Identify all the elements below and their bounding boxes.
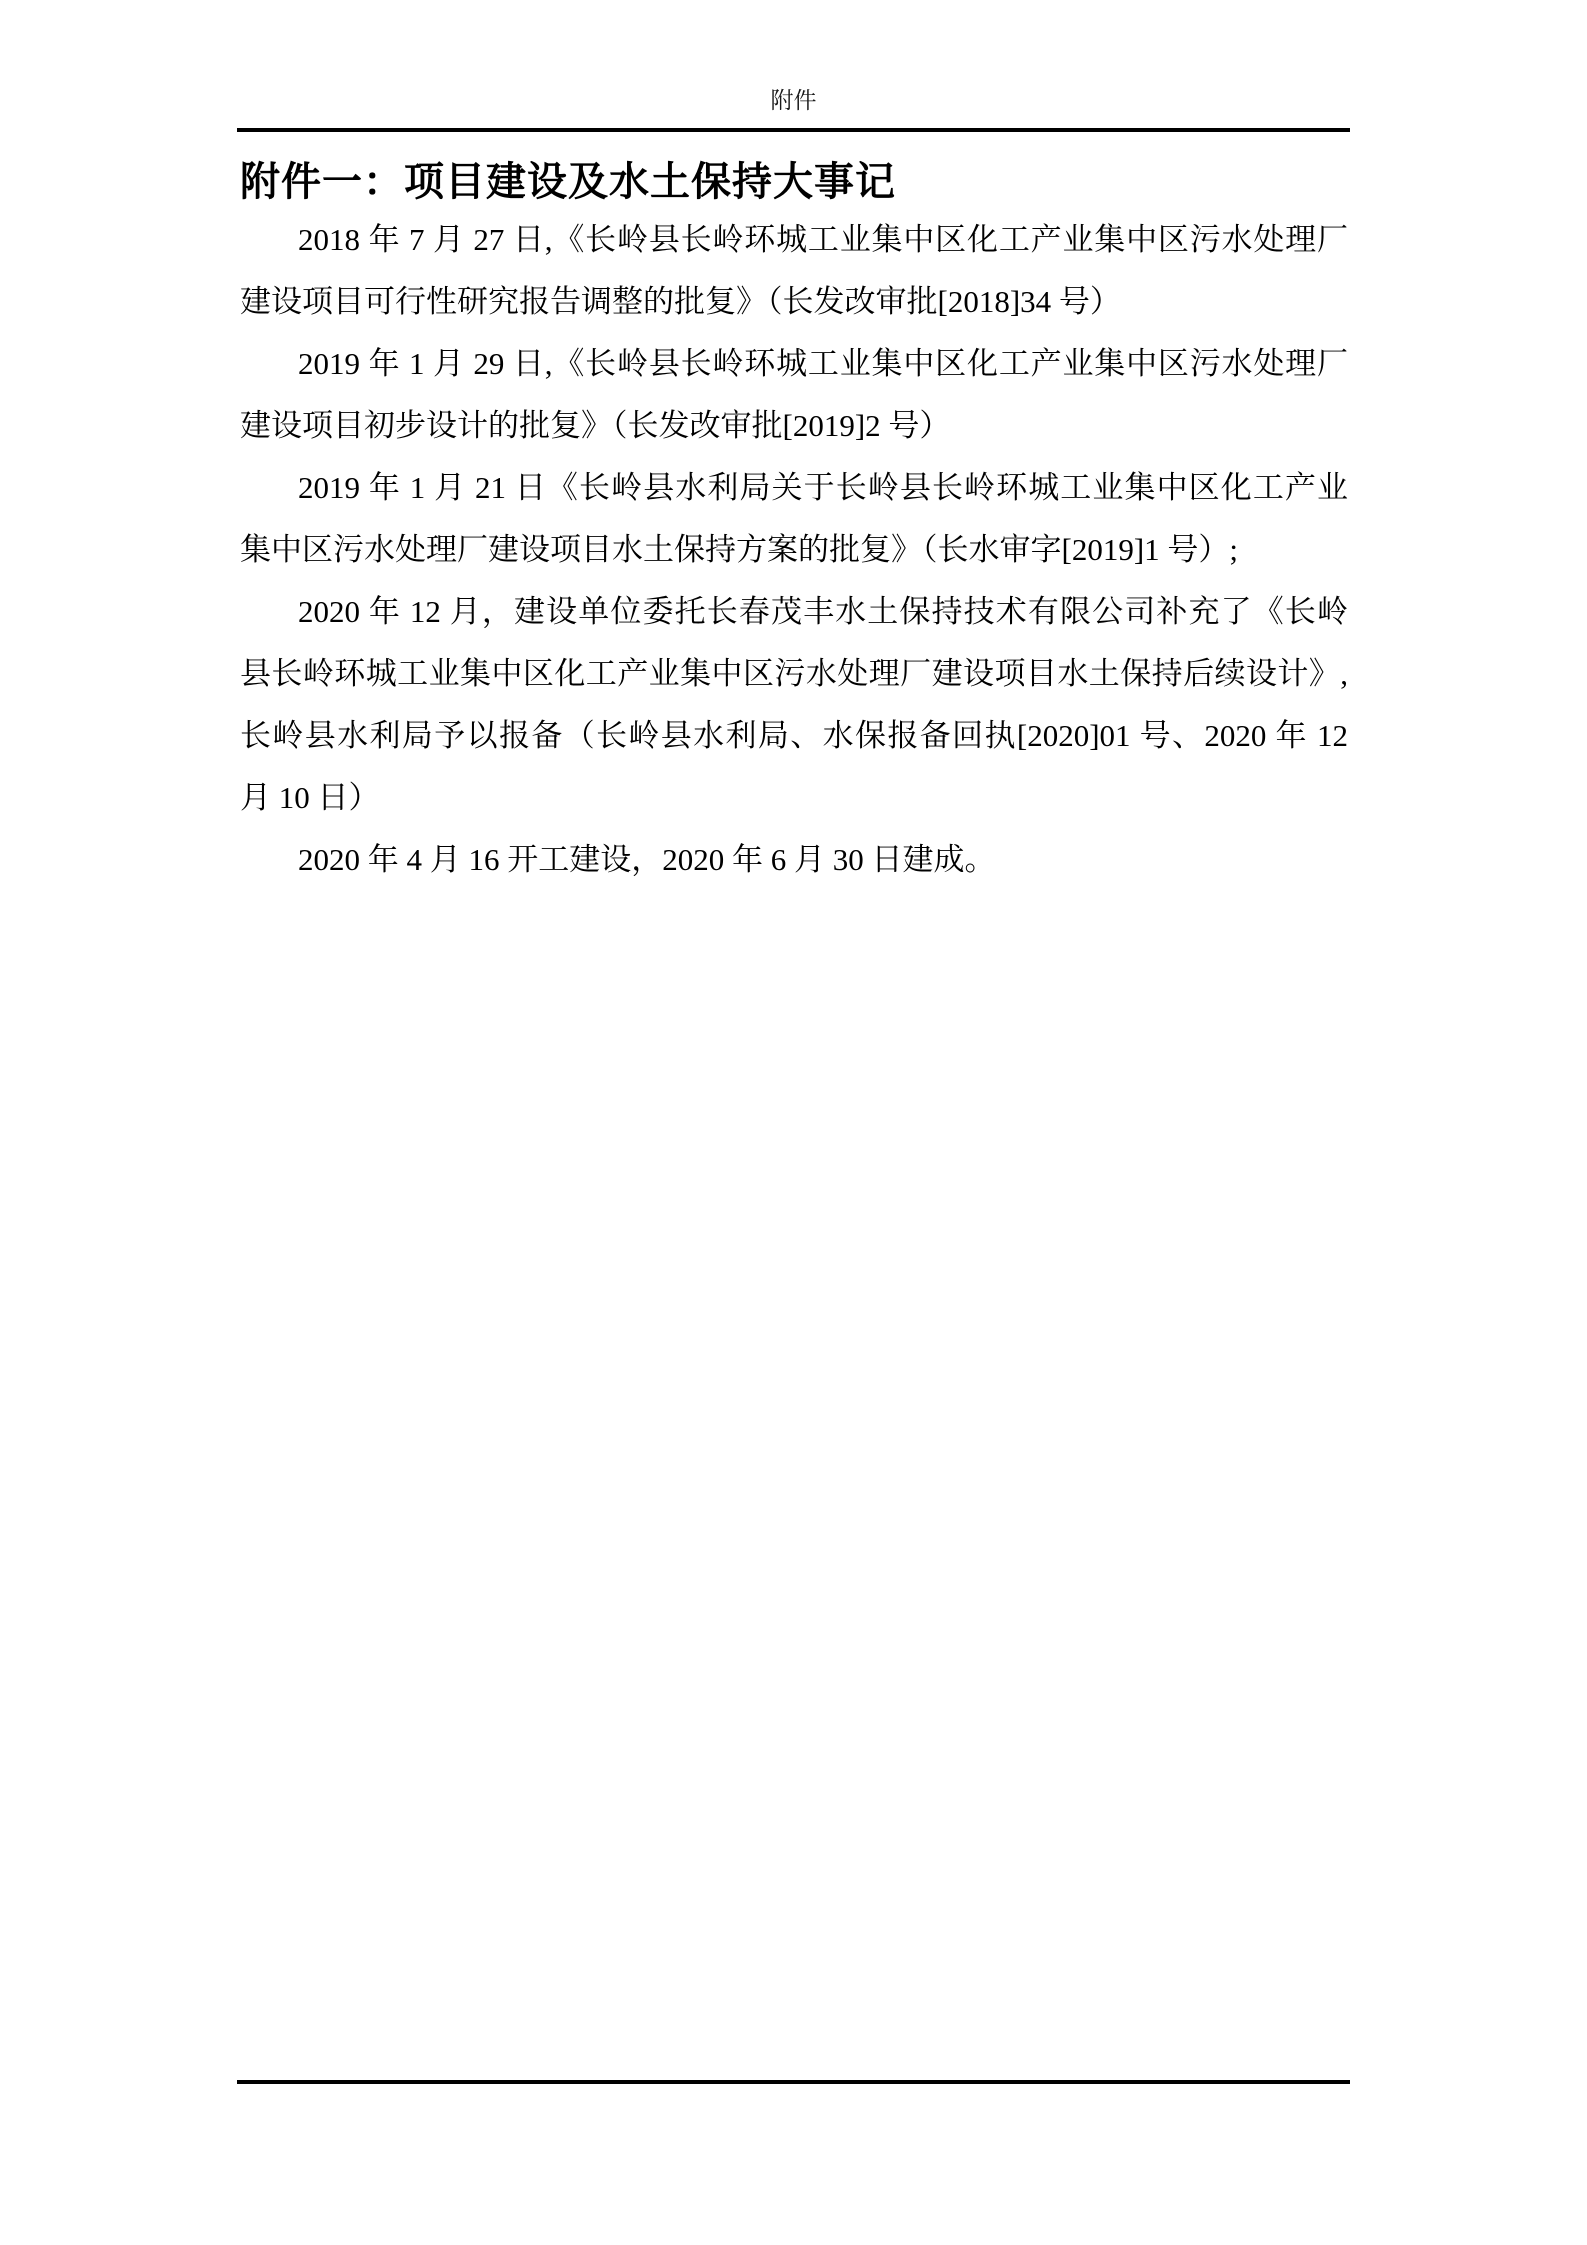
paragraph-line: 2019 年 1 月 21 日《长岭县水利局关于长岭县长岭环城工业集中区化工产业 [298,470,1348,505]
paragraph-line: 2020 年 12 月，建设单位委托长春茂丰水土保持技术有限公司补充了《长岭 [298,594,1348,629]
page-header-label: 附件 [770,88,817,113]
paragraph-line: 2020 年 4 月 16 开工建设，2020 年 6 月 30 日建成。 [298,842,996,877]
header-rule [237,128,1350,132]
footer-rule [237,2080,1350,2084]
paragraph-line: 2018 年 7 月 27 日,《长岭县长岭环城工业集中区化工产业集中区污水处理厂 [298,222,1348,257]
paragraph-line: 建设项目初步设计的批复》（长发改审批[2019]2 号） [240,408,951,443]
paragraph-line: 2019 年 1 月 29 日,《长岭县长岭环城工业集中区化工产业集中区污水处理厂 [298,346,1348,381]
paragraph-line: 建设项目可行性研究报告调整的批复》（长发改审批[2018]34 号） [240,284,1121,319]
document-body [240,209,1348,891]
attachment-title: 附件一：项目建设及水土保持大事记 [240,159,896,204]
paragraph-line: 集中区污水处理厂建设项目水土保持方案的批复》（长水审字[2019]1 号）; [240,532,1239,567]
paragraph-line: 县长岭环城工业集中区化工产业集中区污水处理厂建设项目水土保持后续设计》, [240,656,1348,691]
paragraph-line: 长岭县水利局予以报备（长岭县水利局、水保报备回执[2020]01 号、2020 年 12 [240,718,1348,753]
paragraph-line: 月 10 日） [240,780,380,815]
